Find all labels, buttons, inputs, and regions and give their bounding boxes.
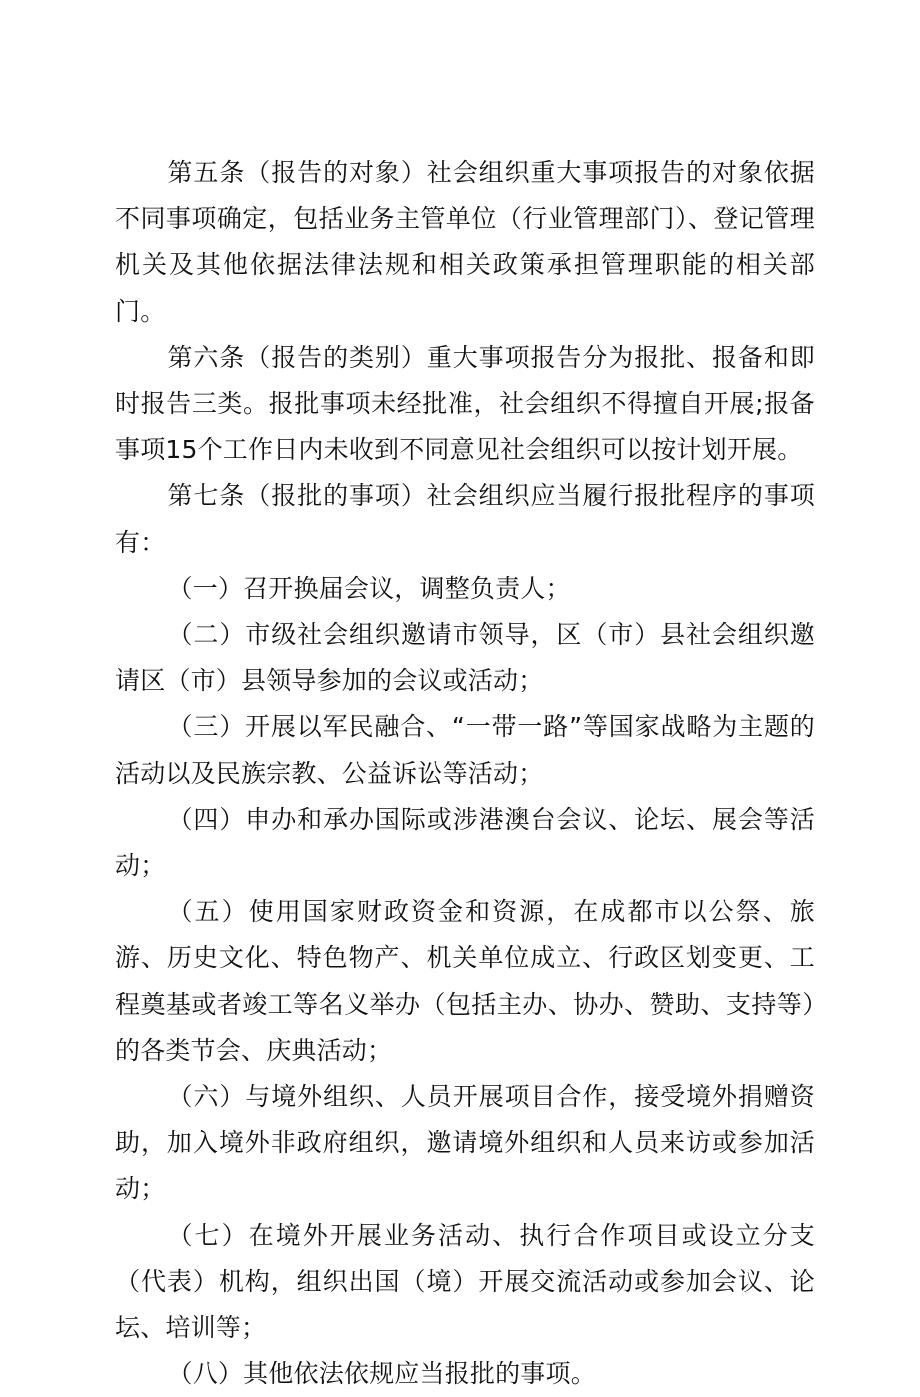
list-item-6: （六）与境外组织、人员开展项目合作，接受境外捐赠资助，加入境外非政府组织，邀请境外组织和人员来访或参加活动；	[115, 1082, 815, 1204]
list-item-8: （八）其他依法依规应当报批的事项。	[167, 1359, 596, 1389]
list-item-1: （一）召开换届会议，调整负责人；	[167, 573, 571, 603]
list-item-3: （三）开展以军民融合、“一带一路”等国家战略为主题的活动以及民族宗教、公益诉讼等活动；	[115, 712, 815, 788]
article-7-paragraph: 第七条（报批的事项）社会组织应当履行报批程序的事项有：	[115, 481, 815, 557]
list-item-2: （二）市级社会组织邀请市领导，区（市）县社会组织邀请区（市）县领导参加的会议或活动；	[115, 620, 815, 696]
article-5-paragraph: 第五条（报告的对象）社会组织重大事项报告的对象依据不同事项确定，包括业务主管单位（行业管理部门）、登记管理机关及其他依据法律法规和相关政策承担管理职能的相关部门。	[115, 158, 815, 326]
list-item-5: （五）使用国家财政资金和资源，在成都市以公祭、旅游、历史文化、特色物产、机关单位成立、行政区划变更、工程奠基或者竣工等名义举办（包括主办、协办、赞助、支持等）的各类节会、庆典活动；	[115, 897, 815, 1065]
article-6-paragraph: 第六条（报告的类别）重大事项报告分为报批、报备和即时报告三类。报批事项未经批准，社会组织不得擅自开展;报备事项15个工作日内未收到不同意见社会组织可以按计划开展。	[115, 342, 815, 465]
list-item-4: （四）申办和承办国际或涉港澳台会议、论坛、展会等活动；	[115, 804, 815, 881]
list-item-7: （七）在境外开展业务活动、执行合作项目或设立分支（代表）机构，组织出国（境）开展交流活动或参加会议、论坛、培训等；	[115, 1220, 815, 1343]
document-body	[115, 150, 815, 1397]
